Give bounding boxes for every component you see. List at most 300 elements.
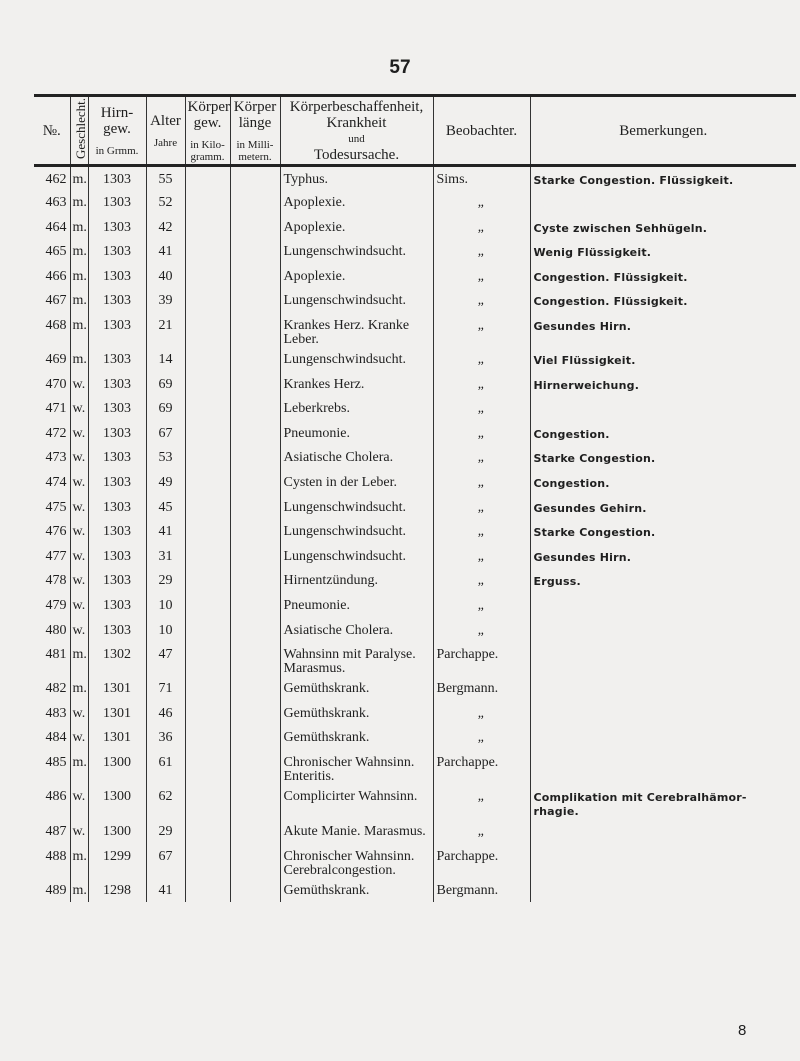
- cell-sex: m.: [70, 288, 88, 313]
- cell-body-weight: [185, 396, 230, 421]
- cell-body-length: [230, 725, 280, 750]
- cell-nr: 478: [34, 568, 70, 593]
- cell-brain-weight: 1303: [88, 215, 146, 240]
- cell-brain-weight: 1303: [88, 239, 146, 264]
- cell-condition: Chronischer Wahnsinn. Cerebralcongestion.: [280, 844, 433, 878]
- cell-condition: Chronischer Wahnsinn. Enteritis.: [280, 750, 433, 784]
- cell-brain-weight: 1301: [88, 701, 146, 726]
- table-row: [34, 190, 796, 215]
- cell-remark: Congestion.: [530, 421, 796, 446]
- cell-sex: m.: [70, 642, 88, 676]
- cell-nr: 471: [34, 396, 70, 421]
- cell-nr: 475: [34, 495, 70, 520]
- cell-nr: 480: [34, 618, 70, 643]
- cell-nr: 463: [34, 190, 70, 215]
- cell-remark: [530, 701, 796, 726]
- cell-nr: 470: [34, 372, 70, 397]
- cell-brain-weight: 1302: [88, 642, 146, 676]
- cell-body-weight: [185, 618, 230, 643]
- cell-remark: Erguss.: [530, 568, 796, 593]
- cell-body-length: [230, 445, 280, 470]
- table-row: [34, 421, 796, 446]
- cell-observer: „: [433, 784, 530, 819]
- cell-body-length: [230, 313, 280, 347]
- table-row: [34, 593, 796, 618]
- cell-body-length: [230, 878, 280, 903]
- cell-body-weight: [185, 701, 230, 726]
- cell-sex: w.: [70, 396, 88, 421]
- table-row: [34, 568, 796, 593]
- cell-observer: „: [433, 313, 530, 347]
- cell-observer: „: [433, 396, 530, 421]
- cell-age: 42: [146, 215, 185, 240]
- cell-nr: 485: [34, 750, 70, 784]
- header-brain-top: Hirn-: [100, 104, 134, 121]
- cell-brain-weight: 1303: [88, 618, 146, 643]
- cell-body-weight: [185, 725, 230, 750]
- cell-body-length: [230, 396, 280, 421]
- cell-condition: Lungenschwindsucht.: [280, 347, 433, 372]
- cell-body-weight: [185, 642, 230, 676]
- cell-remark: [530, 593, 796, 618]
- cell-body-weight: [185, 470, 230, 495]
- cell-sex: m.: [70, 844, 88, 878]
- header-sex-label: Geschlecht.: [72, 97, 88, 159]
- table-row: [34, 642, 796, 676]
- table-row: [34, 750, 796, 784]
- cell-remark: [530, 676, 796, 701]
- header-body-weight-mid: gew.: [193, 114, 222, 131]
- cell-age: 46: [146, 701, 185, 726]
- table-row: [34, 470, 796, 495]
- cell-body-length: [230, 288, 280, 313]
- brain-weight-table: [34, 94, 796, 902]
- cell-body-length: [230, 190, 280, 215]
- cell-remark: Congestion.: [530, 470, 796, 495]
- cell-brain-weight: 1301: [88, 676, 146, 701]
- cell-condition: Gemüthskrank.: [280, 676, 433, 701]
- header-brain-weight: [88, 96, 146, 166]
- cell-body-length: [230, 495, 280, 520]
- cell-brain-weight: 1298: [88, 878, 146, 903]
- cell-nr: 466: [34, 264, 70, 289]
- cell-condition: Akute Manie. Marasmus.: [280, 819, 433, 844]
- cell-age: 62: [146, 784, 185, 819]
- cell-nr: 469: [34, 347, 70, 372]
- table-row: [34, 844, 796, 878]
- cell-observer: „: [433, 495, 530, 520]
- cell-condition: Krankes Herz.: [280, 372, 433, 397]
- cell-body-length: [230, 784, 280, 819]
- cell-body-length: [230, 701, 280, 726]
- data-table-wrapper: [34, 94, 796, 902]
- cell-nr: 465: [34, 239, 70, 264]
- cell-remark: [530, 618, 796, 643]
- table-row: [34, 239, 796, 264]
- cell-body-length: [230, 421, 280, 446]
- cell-sex: m.: [70, 215, 88, 240]
- cell-sex: w.: [70, 701, 88, 726]
- cell-body-length: [230, 347, 280, 372]
- cell-age: 53: [146, 445, 185, 470]
- cell-remark: Starke Congestion. Flüssigkeit.: [530, 166, 796, 191]
- cell-condition: Asiatische Cholera.: [280, 618, 433, 643]
- cell-sex: w.: [70, 568, 88, 593]
- cell-sex: w.: [70, 593, 88, 618]
- cell-observer: „: [433, 421, 530, 446]
- cell-body-weight: [185, 239, 230, 264]
- table-row: [34, 618, 796, 643]
- cell-sex: w.: [70, 725, 88, 750]
- cell-brain-weight: 1303: [88, 495, 146, 520]
- cell-condition: Pneumonie.: [280, 421, 433, 446]
- cell-condition: Cysten in der Leber.: [280, 470, 433, 495]
- header-body-weight-top: Körper: [187, 98, 230, 115]
- header-condition-l2: Krankheit: [326, 114, 387, 131]
- cell-body-weight: [185, 819, 230, 844]
- header-condition-l1: Körperbeschaffenheit,: [289, 98, 424, 115]
- cell-age: 41: [146, 239, 185, 264]
- cell-observer: „: [433, 372, 530, 397]
- cell-sex: w.: [70, 819, 88, 844]
- header-body-length: [230, 96, 280, 166]
- cell-condition: Apoplexie.: [280, 190, 433, 215]
- cell-body-weight: [185, 445, 230, 470]
- cell-age: 31: [146, 544, 185, 569]
- cell-brain-weight: 1303: [88, 264, 146, 289]
- cell-body-length: [230, 819, 280, 844]
- cell-brain-weight: 1303: [88, 396, 146, 421]
- cell-remark: Wenig Flüssigkeit.: [530, 239, 796, 264]
- cell-body-weight: [185, 264, 230, 289]
- cell-body-length: [230, 544, 280, 569]
- cell-condition: Wahnsinn mit Paralyse. Marasmus.: [280, 642, 433, 676]
- cell-sex: m.: [70, 676, 88, 701]
- cell-nr: 489: [34, 878, 70, 903]
- cell-sex: w.: [70, 544, 88, 569]
- cell-body-weight: [185, 844, 230, 878]
- cell-remark: Starke Congestion.: [530, 519, 796, 544]
- cell-condition: Pneumonie.: [280, 593, 433, 618]
- cell-nr: 476: [34, 519, 70, 544]
- cell-age: 71: [146, 676, 185, 701]
- cell-age: 55: [146, 166, 185, 191]
- cell-body-length: [230, 593, 280, 618]
- cell-nr: 483: [34, 701, 70, 726]
- cell-age: 21: [146, 313, 185, 347]
- cell-body-length: [230, 470, 280, 495]
- cell-observer: „: [433, 593, 530, 618]
- cell-observer: „: [433, 190, 530, 215]
- cell-remark: Starke Congestion.: [530, 445, 796, 470]
- cell-sex: w.: [70, 618, 88, 643]
- cell-nr: 481: [34, 642, 70, 676]
- cell-age: 67: [146, 421, 185, 446]
- cell-observer: „: [433, 239, 530, 264]
- cell-sex: w.: [70, 445, 88, 470]
- header-body-weight: [185, 96, 230, 166]
- cell-remark: [530, 750, 796, 784]
- cell-nr: 487: [34, 819, 70, 844]
- cell-remark: Gesundes Gehirn.: [530, 495, 796, 520]
- cell-body-weight: [185, 878, 230, 903]
- cell-body-length: [230, 642, 280, 676]
- cell-condition: Lungenschwindsucht.: [280, 288, 433, 313]
- header-body-length-unit: in Milli-metern.: [236, 138, 274, 163]
- header-sex: [70, 96, 88, 166]
- cell-condition: Lungenschwindsucht.: [280, 239, 433, 264]
- cell-nr: 462: [34, 166, 70, 191]
- cell-condition: Gemüthskrank.: [280, 701, 433, 726]
- table-row: [34, 215, 796, 240]
- cell-condition: Gemüthskrank.: [280, 878, 433, 903]
- cell-condition: Complicirter Wahnsinn.: [280, 784, 433, 819]
- cell-age: 36: [146, 725, 185, 750]
- cell-remark: [530, 819, 796, 844]
- table-header: [34, 96, 796, 166]
- cell-observer: „: [433, 618, 530, 643]
- cell-age: 69: [146, 372, 185, 397]
- cell-observer: „: [433, 568, 530, 593]
- header-age: [146, 96, 185, 166]
- table-row: [34, 725, 796, 750]
- cell-condition: Apoplexie.: [280, 215, 433, 240]
- cell-body-weight: [185, 750, 230, 784]
- cell-sex: m.: [70, 347, 88, 372]
- cell-remark: [530, 844, 796, 878]
- cell-age: 61: [146, 750, 185, 784]
- table-row: [34, 784, 796, 819]
- cell-age: 40: [146, 264, 185, 289]
- header-body-weight-unit: in Kilo-gramm.: [190, 138, 225, 163]
- cell-sex: m.: [70, 264, 88, 289]
- cell-body-length: [230, 166, 280, 191]
- cell-body-weight: [185, 421, 230, 446]
- cell-body-weight: [185, 568, 230, 593]
- cell-remark: Congestion. Flüssigkeit.: [530, 288, 796, 313]
- table-row: [34, 288, 796, 313]
- header-age-unit: Jahre: [153, 136, 178, 149]
- cell-condition: Lungenschwindsucht.: [280, 519, 433, 544]
- table-row: [34, 676, 796, 701]
- cell-observer: „: [433, 819, 530, 844]
- cell-brain-weight: 1303: [88, 347, 146, 372]
- cell-condition: Lungenschwindsucht.: [280, 544, 433, 569]
- cell-condition: Gemüthskrank.: [280, 725, 433, 750]
- cell-body-length: [230, 844, 280, 878]
- cell-observer: „: [433, 288, 530, 313]
- table-row: [34, 166, 796, 191]
- header-condition-l3: und: [348, 132, 365, 145]
- cell-remark: Viel Flüssigkeit.: [530, 347, 796, 372]
- cell-body-weight: [185, 544, 230, 569]
- cell-brain-weight: 1303: [88, 568, 146, 593]
- cell-remark: Complikation mit Cerebralhämor- rhagie.: [530, 784, 796, 819]
- page-number: 57: [389, 57, 411, 78]
- cell-brain-weight: 1303: [88, 445, 146, 470]
- cell-nr: 484: [34, 725, 70, 750]
- cell-age: 47: [146, 642, 185, 676]
- cell-age: 10: [146, 593, 185, 618]
- cell-nr: 477: [34, 544, 70, 569]
- cell-sex: m.: [70, 190, 88, 215]
- cell-observer: „: [433, 701, 530, 726]
- cell-age: 52: [146, 190, 185, 215]
- cell-observer: Parchappe.: [433, 642, 530, 676]
- cell-body-weight: [185, 519, 230, 544]
- cell-age: 41: [146, 878, 185, 903]
- cell-observer: Parchappe.: [433, 750, 530, 784]
- cell-sex: w.: [70, 372, 88, 397]
- cell-condition: Krankes Herz. Kranke Leber.: [280, 313, 433, 347]
- cell-nr: 488: [34, 844, 70, 878]
- cell-nr: 464: [34, 215, 70, 240]
- table-row: [34, 396, 796, 421]
- table-body: [34, 166, 796, 903]
- cell-body-weight: [185, 288, 230, 313]
- cell-age: 69: [146, 396, 185, 421]
- cell-body-length: [230, 519, 280, 544]
- cell-body-length: [230, 568, 280, 593]
- cell-observer: „: [433, 725, 530, 750]
- cell-condition: Apoplexie.: [280, 264, 433, 289]
- cell-sex: w.: [70, 470, 88, 495]
- cell-sex: m.: [70, 313, 88, 347]
- cell-brain-weight: 1303: [88, 519, 146, 544]
- cell-sex: m.: [70, 239, 88, 264]
- cell-body-weight: [185, 372, 230, 397]
- cell-brain-weight: 1299: [88, 844, 146, 878]
- cell-body-weight: [185, 676, 230, 701]
- cell-body-length: [230, 239, 280, 264]
- table-row: [34, 445, 796, 470]
- cell-condition: Hirnentzündung.: [280, 568, 433, 593]
- cell-nr: 474: [34, 470, 70, 495]
- cell-observer: Sims.: [433, 166, 530, 191]
- cell-brain-weight: 1303: [88, 593, 146, 618]
- table-row: [34, 519, 796, 544]
- cell-observer: „: [433, 470, 530, 495]
- cell-observer: Bergmann.: [433, 676, 530, 701]
- cell-remark: Cyste zwischen Sehhügeln.: [530, 215, 796, 240]
- cell-condition: Lungenschwindsucht.: [280, 495, 433, 520]
- cell-observer: „: [433, 544, 530, 569]
- cell-remark: Hirnerweichung.: [530, 372, 796, 397]
- cell-age: 14: [146, 347, 185, 372]
- header-brain-unit: in Grmm.: [95, 144, 139, 157]
- cell-age: 39: [146, 288, 185, 313]
- header-body-length-top: Körper: [233, 98, 277, 115]
- cell-observer: Parchappe.: [433, 844, 530, 878]
- header-condition: [280, 96, 433, 166]
- table-row: [34, 313, 796, 347]
- cell-brain-weight: 1303: [88, 313, 146, 347]
- cell-brain-weight: 1303: [88, 288, 146, 313]
- cell-observer: „: [433, 445, 530, 470]
- header-observer: Beobachter.: [433, 96, 530, 166]
- table-row: [34, 372, 796, 397]
- cell-body-length: [230, 372, 280, 397]
- header-remarks: Bemerkungen.: [530, 96, 796, 166]
- cell-nr: 467: [34, 288, 70, 313]
- cell-remark: Gesundes Hirn.: [530, 544, 796, 569]
- cell-brain-weight: 1300: [88, 819, 146, 844]
- cell-observer: „: [433, 519, 530, 544]
- table-row: [34, 878, 796, 903]
- cell-brain-weight: 1303: [88, 421, 146, 446]
- cell-brain-weight: 1303: [88, 372, 146, 397]
- cell-brain-weight: 1300: [88, 784, 146, 819]
- cell-body-weight: [185, 190, 230, 215]
- cell-nr: 486: [34, 784, 70, 819]
- cell-observer: Bergmann.: [433, 878, 530, 903]
- cell-brain-weight: 1301: [88, 725, 146, 750]
- cell-remark: [530, 642, 796, 676]
- cell-age: 41: [146, 519, 185, 544]
- cell-condition: Typhus.: [280, 166, 433, 191]
- header-body-length-mid: länge: [238, 114, 272, 131]
- cell-sex: w.: [70, 519, 88, 544]
- cell-body-weight: [185, 495, 230, 520]
- cell-condition: Leberkrebs.: [280, 396, 433, 421]
- cell-remark: [530, 396, 796, 421]
- cell-age: 29: [146, 568, 185, 593]
- cell-age: 49: [146, 470, 185, 495]
- table-row: [34, 495, 796, 520]
- cell-observer: „: [433, 215, 530, 240]
- cell-nr: 472: [34, 421, 70, 446]
- cell-body-length: [230, 264, 280, 289]
- cell-nr: 468: [34, 313, 70, 347]
- cell-brain-weight: 1303: [88, 544, 146, 569]
- cell-body-length: [230, 676, 280, 701]
- cell-sex: m.: [70, 166, 88, 191]
- cell-sex: w.: [70, 421, 88, 446]
- cell-body-weight: [185, 593, 230, 618]
- cell-sex: w.: [70, 495, 88, 520]
- cell-remark: [530, 190, 796, 215]
- table-row: [34, 819, 796, 844]
- cell-body-weight: [185, 215, 230, 240]
- cell-body-weight: [185, 166, 230, 191]
- header-condition-l4: Todesursache.: [313, 146, 400, 163]
- cell-remark: Gesundes Hirn.: [530, 313, 796, 347]
- cell-body-weight: [185, 784, 230, 819]
- cell-sex: w.: [70, 784, 88, 819]
- cell-remark: Congestion. Flüssigkeit.: [530, 264, 796, 289]
- cell-observer: „: [433, 347, 530, 372]
- cell-brain-weight: 1303: [88, 166, 146, 191]
- cell-sex: m.: [70, 750, 88, 784]
- table-row: [34, 701, 796, 726]
- cell-body-length: [230, 618, 280, 643]
- cell-observer: „: [433, 264, 530, 289]
- cell-nr: 473: [34, 445, 70, 470]
- cell-brain-weight: 1303: [88, 470, 146, 495]
- table-row: [34, 264, 796, 289]
- table-row: [34, 544, 796, 569]
- header-age-top: Alter: [150, 112, 181, 129]
- cell-sex: m.: [70, 878, 88, 903]
- cell-age: 10: [146, 618, 185, 643]
- header-nr: №.: [34, 96, 70, 166]
- cell-body-weight: [185, 347, 230, 372]
- cell-age: 45: [146, 495, 185, 520]
- table-row: [34, 347, 796, 372]
- signature-number: 8: [738, 1022, 747, 1039]
- cell-brain-weight: 1300: [88, 750, 146, 784]
- cell-condition: Asiatische Cholera.: [280, 445, 433, 470]
